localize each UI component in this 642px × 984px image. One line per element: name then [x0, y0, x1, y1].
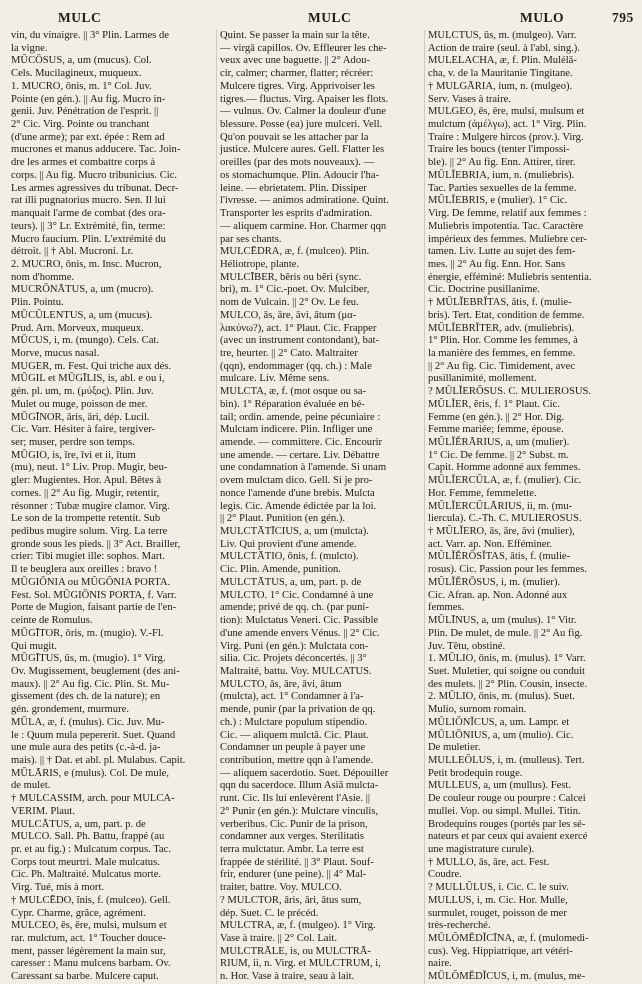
text-line: — aliquem carmine. Hor. Charmer qqn: [220, 220, 387, 232]
text-line: (mu), neut. 1° Liv. Prop. Mugir, beu-: [11, 462, 168, 474]
text-line: Quint. Se passer la main sur la tête.: [220, 30, 370, 41]
text-line: traiter, battre. Voy. MULCO.: [220, 882, 342, 894]
text-line: des mulets. || 2° Plin. Cousin, insecte.: [428, 678, 588, 690]
text-line: Juv. Têtu, obstiné.: [428, 640, 506, 652]
text-line: MŬLĬEBRĬTER, adv. (muliebris).: [428, 322, 575, 334]
text-line: gén. grondement, murmure.: [11, 704, 129, 716]
text-line: MULCEO, ēs, ēre, mulsi, mulsum et: [11, 920, 167, 932]
text-line: (mulcta), act. 1° Condamner à l'a-: [220, 691, 364, 703]
column-middle: [216, 30, 424, 984]
text-line: ment, passer légèrement la main sur,: [11, 945, 166, 957]
text-line: MŬLĬERCŬLĀRIUS, ii, m. (mu-: [428, 500, 573, 512]
text-line: MŪCUS, i, m. (mungo). Cels. Cat.: [11, 335, 160, 347]
text-line: contribution, mettre qqn à l'amende.: [220, 754, 374, 766]
text-line: Cypr. Charme, grâce, agrément.: [11, 907, 147, 919]
text-line: MŪGIŌNIA ou MŪGŌNIA PORTA.: [11, 576, 171, 588]
text-line: Mulcere tigres. Virg. Apprivoiser les: [220, 80, 375, 92]
text-line: Traire les boucs (tenter l'impossi-: [428, 144, 570, 156]
text-line: Transporter les esprits d'admiration.: [220, 208, 373, 220]
text-line: MŪLIŌNIUS, a, um (mulio). Cic.: [428, 729, 574, 741]
text-line: MULLEUS, a, um (mullus). Fest.: [428, 780, 572, 792]
text-line: énergie, efféminé: Muliebris sententia.: [428, 271, 592, 283]
text-line: très-recherché.: [428, 920, 491, 932]
text-line: MŪLĪNUS, a, um (mulus). 1° Vitr.: [428, 615, 577, 627]
text-line: Tac. Parties sexuelles de la femme.: [428, 182, 577, 194]
text-line: Il te beuglera aux oreilles : bravo !: [11, 564, 158, 576]
text-line: Mulet ou muge, poisson de mer.: [11, 398, 148, 410]
text-line: Brodequins rouges (portés par les sé-: [428, 818, 586, 830]
text-line: MŪLA, æ, f. (mulus). Cic. Juv. Mu-: [11, 716, 165, 728]
text-line: MŪLĀRIS, e (mulus). Col. De mule,: [11, 767, 170, 779]
text-line: Prud. Arn. Morveux, muqueux.: [11, 322, 144, 334]
text-line: Cic. Doctrine pusillanime.: [428, 284, 540, 296]
text-line: Les armes agressives du tribunat. Decr-: [11, 182, 179, 194]
column-left: [8, 30, 216, 984]
text-line: leine. — ebrietatem. Plin. Dissiper: [220, 182, 367, 194]
text-line: mende, punir (par la privation de qq.: [220, 704, 376, 716]
text-line: n. Hor. Vase à traire, seau à lait.: [220, 971, 355, 983]
text-line: Virg. Tué, mis à mort.: [11, 882, 105, 894]
text-line: MŬLĬERCŬLA, æ, f. (mulier). Cic.: [428, 475, 582, 487]
text-line: 2. MUCRO, ōnis, m. Insc. Mucron,: [11, 258, 162, 270]
text-line: Ov. Mugissement, beuglement (des ani-: [11, 665, 180, 677]
text-line: frir, endurer (une peine). || 4° Mal-: [220, 869, 367, 881]
text-line: bin). 1° Réparation évaluée en bé-: [220, 398, 365, 410]
text-line: 2. MŪLIO, ōnis, m. (mulus). Suet.: [428, 691, 575, 703]
text-line: dép. Suet. C. le précéd.: [220, 907, 319, 919]
text-line: justice. Mulcere aures. Gell. Flatter les: [220, 144, 385, 156]
text-line: condamner aux verges. Sterilitatis: [220, 831, 364, 843]
text-line: Vase à traire. || 2° Col. Lait.: [220, 933, 338, 945]
text-line: ch.) : Mulctare populum stipendio.: [220, 716, 368, 728]
text-line: MULCTĀTIO, ōnis, f. (mulcto).: [220, 551, 359, 563]
text-line: nom de Vulcain. || 2° Ov. Le feu.: [220, 297, 359, 309]
text-line: 2° Cic. Virg. Pointe ou tranchant: [11, 119, 150, 131]
text-line: legis. Cic. Amende édictée par la loi.: [220, 500, 377, 512]
text-line: MŪGĪTOR, ōris, m. (mugio). V.-Fl.: [11, 627, 164, 639]
text-line: caresser : Manu mulcens barbam. Ov.: [11, 958, 171, 970]
text-line: silia. Cic. Projets déconcertés. || 3°: [220, 653, 367, 665]
text-line: MULCTĀTUS, a, um, part. p. de: [220, 576, 362, 588]
text-line: MULCTA, æ, f. (mot osque ou sa-: [220, 386, 366, 398]
text-line: (qqn), endommager (qq. ch.) : Male: [220, 360, 372, 372]
text-line: naire.: [428, 958, 452, 970]
text-line: liercula). C.-Th. C. MULIEROSUS.: [428, 513, 582, 525]
text-line: Hor. Femme, femmelette.: [428, 487, 537, 499]
text-line: amende. — committere. Cic. Encourir: [220, 437, 383, 448]
text-line: † MŬLĬERO, ās, āre, āvi (mulier),: [428, 526, 575, 538]
text-line: MULLUS, i, m. Cic. Hor. Mulle,: [428, 894, 568, 906]
text-line: oreilles (par des mots nouveaux). —: [220, 157, 375, 169]
text-line: MŬCŌSUS, a, um (mucus). Col.: [11, 55, 152, 67]
text-line: Virg. De femme, relatif aux femmes :: [428, 208, 587, 220]
text-line: l'ivresse. — animos admiratione. Quint.: [220, 195, 389, 207]
text-line: Capit. Homme adonné aux femmes.: [428, 462, 581, 474]
text-line: MŬLĬEBRIA, ium, n. (muliebris).: [428, 169, 575, 181]
text-line: MULCTUS, ūs, m. (mulgeo). Varr.: [428, 30, 577, 41]
text-line: Femme (en gén.). || 2° Hor. Dig.: [428, 411, 565, 423]
text-line: mucrones et manus adducere. Tac. Join-: [11, 144, 181, 156]
text-line: MUGER, m. Fest. Qui triche aux dés.: [11, 360, 172, 372]
text-line: maux). || 2° Au fig. Cic. Plin. St. Mu-: [11, 678, 170, 690]
text-line: manquait l'arme de combat (des ora-: [11, 208, 166, 220]
text-line: tail; ordin. amende, peine pécuniaire :: [220, 411, 381, 423]
text-line: nonce l'amende d'une brebis. Mulcta: [220, 487, 375, 499]
text-line: Qu'on pouvait se les attacher par la: [220, 131, 369, 143]
text-line: MŬLĬĔRĀRIUS, a, um (mulier).: [428, 437, 570, 448]
text-line: MULCĒDRA, æ, f. (mulceo). Plin.: [220, 246, 370, 258]
text-line: — virgā capillos. Ov. Effleurer les che-: [220, 42, 387, 54]
text-line: 1. MŪLIO, ōnis, m. (mulus). 1° Varr.: [428, 653, 586, 665]
text-line: MULCO. Sall. Ph. Battu, frappé (au: [11, 831, 165, 843]
text-line: amende; privé de qq. ch. (par puni-: [220, 602, 369, 614]
text-line: 1. MUCRO, ōnis, m. 1° Col. Juv.: [11, 80, 152, 92]
text-line: surmulet, rouget, poisson de mer: [428, 907, 567, 919]
header-center-guide-word: MULC: [308, 10, 352, 25]
text-line: mulcare. Liv. Même sens.: [220, 373, 330, 385]
text-line: femmes.: [428, 602, 465, 614]
text-line: Mulio, surnom romain.: [428, 704, 527, 716]
text-line: De muletier.: [428, 742, 481, 754]
text-line: ovem mulctam dico. Gell. Si je pro-: [220, 475, 373, 487]
text-line: cus). Veg. Hippiatrique, art vétéri-: [428, 945, 573, 957]
text-line: act. Varr. ap. Non. Efféminer.: [428, 538, 553, 550]
text-line: Cic. — aliquem mulctā. Cic. Plaut.: [220, 729, 369, 741]
text-line: 1° Plin. Hor. Comme les femmes, à: [428, 335, 578, 347]
text-line: impérieux des femmes. Muliebre cer-: [428, 233, 587, 245]
text-line: MUCRŌNĀTUS, a, um (mucro).: [11, 284, 154, 296]
text-line: veux avec une baguette. || 2° Adou-: [220, 55, 370, 67]
text-line: MULELACHA, æ, f. Plin. Mulélā-: [428, 55, 577, 67]
text-line: tamen. Liv. Lutte au sujet des fem-: [428, 246, 576, 258]
text-line: par ses chants.: [220, 233, 282, 245]
text-line: teurs). || 3° Lr. Extrémité, fin, terme:: [11, 220, 166, 232]
text-line: runt. Cic. Ils lui enlevèrent l'Asie. ||: [220, 793, 371, 805]
text-line: d'une amende envers Vénus. || 2° Cic.: [220, 627, 380, 639]
text-line: MULCTĀTĪCIUS, a, um (mulcta).: [220, 526, 369, 538]
text-line: MŬLĬEBRIS, e (mulier). 1° Cic.: [428, 195, 568, 207]
text-line: Coudre.: [428, 869, 462, 881]
text-line: ? MULCTOR, āris, āri, ātus sum,: [220, 894, 362, 906]
text-line: MŪGĪTUS, ūs, m. (mugio). 1° Virg.: [11, 653, 166, 665]
text-line: Fest. Sol. MŪGIŌNIS PORTA, f. Varr.: [11, 589, 177, 601]
text-line: — vulnus. Ov. Calmer la douleur d'une: [220, 106, 386, 118]
text-line: gronde sous les pieds. || 3° Act. Brailler,: [11, 538, 181, 550]
text-line: Mulctam indicere. Plin. Infliger une: [220, 424, 373, 436]
text-line: MULCĪBER, bĕris ou bĕri (sync.: [220, 271, 362, 283]
text-line: † MULCĒDO, ĭnis, f. (mulceo). Gell.: [11, 894, 171, 906]
text-line: blessure. Posse (ea) jure mulceri. Vell.: [220, 119, 383, 131]
text-line: cornes. || 2° Au fig. Mugir, retentir,: [11, 487, 160, 499]
text-line: Cels. Mucilagineux, muqueux.: [11, 68, 142, 80]
text-line: — aliquem sacerdotio. Suet. Dépouiller: [220, 767, 389, 779]
text-line: Qui mugit.: [11, 640, 57, 652]
text-line: genii. Juv. Pénétration de l'esprit. ||: [11, 106, 159, 118]
text-line: || 2° Au fig. Cic. Timidement, avec: [428, 360, 576, 372]
text-line: || 2° Plaut. Punition (en gén.).: [220, 513, 345, 525]
text-line: vin, du vinaigre. || 3° Plin. Larmes de: [11, 30, 169, 41]
text-line: une condamnation à l'amende. Si unam: [220, 462, 387, 474]
text-line: Héliotrope, plante.: [220, 258, 300, 270]
text-line: MULCTO, ās, āre, āvi, ātum: [220, 678, 342, 690]
text-line: dre les armes et combattre corps à: [11, 157, 156, 169]
text-line: frappée de stérilité. || 3° Plaut. Souf-: [220, 856, 374, 868]
text-line: MŪLŎMĔDĬCĪNA, æ, f. (mulomedi-: [428, 933, 589, 945]
text-line: Porte de Mugion, faisant partie de l'en-: [11, 602, 177, 614]
text-line: MŬLĬĔRŌSUS, i, m. (mulier).: [428, 576, 561, 588]
text-line: pusillanimité, mollement.: [428, 373, 537, 385]
text-line: de mulet.: [11, 780, 51, 792]
text-line: bri), m. 1° Cic.-poet. Ov. Mulciber,: [220, 284, 370, 296]
text-line: mullei. Vop. ou simpl. Mullei. Titin.: [428, 805, 581, 817]
header-left-guide-word: MULC: [58, 10, 102, 25]
text-line: ceinte de Romulus.: [11, 615, 93, 627]
text-line: MŪGIL et MŪGĪLIS, is, abl. e ou i,: [11, 373, 165, 385]
text-line: MŪLIŌNĬCUS, a, um. Lampr. et: [428, 716, 570, 728]
header-right-guide-word: MULO: [520, 10, 564, 25]
text-line: Plin. De mulet, de mule. || 2° Au fig.: [428, 627, 583, 639]
text-line: 2° Punir (en gén.): Mulctare vinculis,: [220, 805, 379, 817]
text-line: Liv. Qui provient d'une amende.: [220, 538, 357, 550]
text-line: gén. pl. um, m. (μύξος). Plin. Juv.: [11, 386, 154, 398]
text-line: pedibus mugire solum. Virg. La terre: [11, 526, 168, 538]
text-line: Suet. Muletier, qui soigne ou conduit: [428, 665, 585, 677]
text-line: ser; muser, perdre son temps.: [11, 437, 135, 448]
running-header: [8, 6, 634, 26]
text-line: Cic. Varr. Hésiter à faire, tergiver-: [11, 424, 156, 436]
text-line: Maltraité, battu. Voy. MULCATUS.: [220, 665, 372, 677]
text-line: MŬLĬER, ĕris, f. 1° Plaut. Cic.: [428, 398, 560, 410]
text-line: bris). Tert. Etat, condition de femme.: [428, 309, 585, 321]
text-line: MŪCŪLENTUS, a, um (mucus).: [11, 309, 153, 321]
text-line: MULCO, ās, āre, āvi, ātum (μα-: [220, 309, 357, 321]
text-line: Virg. Puni (en gén.): Mulctata con-: [220, 640, 369, 652]
text-line: mulctum (ἀμέλγω), act. 1° Virg. Plin.: [428, 119, 587, 131]
text-line: nateurs et par ceux qui avaient exercé: [428, 831, 588, 843]
text-line: rar. mulctum, act. 1° Toucher douce-: [11, 933, 167, 945]
text-line: MULCTRA, æ, f. (mulgeo). 1° Virg.: [220, 920, 376, 932]
text-line: détroit. || † Abl. Mucroni. Lr.: [11, 246, 134, 258]
text-line: crier: Tibi mugiet ille: sophos. Mart.: [11, 551, 165, 563]
text-line: pr. et au fig.) : Mulcatum corpus. Tac.: [11, 844, 171, 855]
text-line: gissement (des ch. de la nature); en: [11, 691, 161, 703]
text-line: la manière des femmes, en femme.: [428, 347, 576, 359]
text-line: nom d'homme.: [11, 271, 75, 283]
column-right: [424, 30, 632, 984]
text-line: résonner : Tubæ mugire clamor. Virg.: [11, 500, 170, 512]
text-line: Cic. Plin. Amende, punition.: [220, 564, 341, 576]
text-line: Cic. Afran. ap. Non. Adonné aux: [428, 589, 568, 601]
text-line: une amende. — certare. Liv. Débattre: [220, 449, 380, 461]
text-line: MŬLĬĔRŌSĬTAS, ātis, f. (mulie-: [428, 551, 571, 563]
text-line: la vigne.: [11, 42, 48, 54]
text-line: Action de traire (seul. à l'abl. sing.).: [428, 42, 580, 54]
page-number: 795: [612, 10, 634, 25]
text-line: Cic. Ph. Maltraité. Mulcatus morte.: [11, 869, 162, 881]
text-line: MŪLŎMĔDĬCUS, i, m. (mulus, me-: [428, 971, 586, 983]
text-line: rat illi pugnatorius mucro. Sen. Il lui: [11, 195, 166, 207]
text-line: MŪGĪNOR, āris, āri, dép. Lucil.: [11, 411, 150, 423]
text-line: tion): Mulctatus Veneri. Cic. Passible: [220, 615, 379, 627]
text-line: VERIM. Plaut.: [11, 805, 75, 817]
text-line: (avec un instrument contondant), bat-: [220, 335, 380, 347]
text-line: gler: Mugientes. Hor. Apul. Bêtes à: [11, 475, 162, 487]
text-line: † MŬLĬEBRĬTAS, ātis, f. (mulie-: [428, 297, 572, 309]
text-line: MULCĀTUS, a, um, part. p. de: [11, 818, 146, 830]
text-line: le : Quum mula pepererit. Suet. Quand: [11, 729, 176, 741]
text-line: Mucro faucium. Plin. L'extrémité du: [11, 233, 166, 245]
text-line: † MULLO, ās, āre, act. Fest.: [428, 856, 550, 868]
text-columns: [8, 30, 634, 984]
text-line: une mule aura des petits (c.-à-d. ja-: [11, 742, 161, 754]
text-line: De couleur rouge ou pourpre : Calcei: [428, 793, 586, 805]
text-line: MULGEO, ēs, ēre, mulsi, mulsum et: [428, 106, 585, 118]
text-line: Serv. Vases à traire.: [428, 93, 511, 105]
text-line: Traire : Mulgere hircos (prov.). Virg.: [428, 131, 584, 143]
text-line: (d'une arme); par ext. épée : Rem ad: [11, 131, 165, 143]
text-line: 1° Cic. De femme. || 2° Subst. m.: [428, 449, 569, 461]
text-line: Condamner un peuple à payer une: [220, 742, 366, 754]
text-line: ble). || 2° Au fig. Enn. Attirer, tirer.: [428, 157, 576, 169]
text-line: os stomachumque. Plin. Adoucir l'ha-: [220, 169, 380, 181]
text-line: † MULCASSIM, arch. pour MULCA-: [11, 793, 175, 805]
text-line: cha, v. de la Mauritanie Tingitane.: [428, 68, 573, 80]
text-line: cir, calmer; charmer, flatter; récréer:: [220, 68, 374, 80]
text-line: MULLEŎLUS, i, m. (mulleus). Tert.: [428, 754, 585, 766]
text-line: qqn du sacerdoce. Illum Asiā mulcta-: [220, 780, 379, 792]
text-line: Petit brodequin rouge.: [428, 767, 523, 779]
text-line: une magistrature curule).: [428, 844, 535, 855]
text-line: λακύνω?), act. 1° Plaut. Cic. Frapper: [220, 322, 377, 334]
text-line: terra mulctatur. Ambr. La terre est: [220, 844, 364, 855]
text-line: Pointe (en gén.). || Au fig. Mucro in-: [11, 93, 166, 105]
text-line: RIUM, ii, n. Virg. et MULCTRUM, i,: [220, 958, 381, 970]
text-line: ? MULLŬLUS, i. Cic. C. le suiv.: [428, 882, 569, 894]
text-line: Morve, mucus nasal.: [11, 347, 100, 359]
text-line: † MULGĀRIA, ium, n. (mulgeo).: [428, 80, 573, 92]
text-line: corps. || Au fig. Mucro tribunicius. Cic.: [11, 169, 178, 181]
text-line: Femme mariée; femme, épouse.: [428, 424, 564, 436]
text-line: MULCTRĀLE, is, ou MULCTRĀ-: [220, 945, 371, 957]
text-line: Corps tout meurtri. Male mulcatus.: [11, 856, 160, 868]
text-line: mais). || † Dat. et abl. pl. Mulabus. Capit.: [11, 754, 186, 766]
text-line: Caressant sa barbe. Mulcere caput.: [11, 971, 159, 983]
text-line: Plin. Pointu.: [11, 297, 64, 309]
text-line: MŪGIO, is, īre, īvi et ii, ītum: [11, 449, 136, 461]
text-line: ? MŬLĬERŌSUS. C. MULIEROSUS.: [428, 386, 592, 398]
text-line: tigres.— fluctus. Virg. Apaiser les flots.: [220, 93, 389, 105]
text-line: rosus). Cic. Passion pour les femmes.: [428, 564, 587, 576]
text-line: MULCTO. 1° Cic. Condamné à une: [220, 589, 374, 601]
text-line: Muliebris impotentia. Tac. Caractère: [428, 220, 584, 232]
text-line: mes. || 2° Au fig. Enn. Hor. Sans: [428, 258, 566, 270]
text-line: verberibus. Cic. Punir de la prison,: [220, 818, 368, 830]
text-line: Le son de la trompette retentit. Sub: [11, 513, 161, 525]
text-line: tre, heurter. || 2° Cato. Maltraiter: [220, 347, 358, 359]
